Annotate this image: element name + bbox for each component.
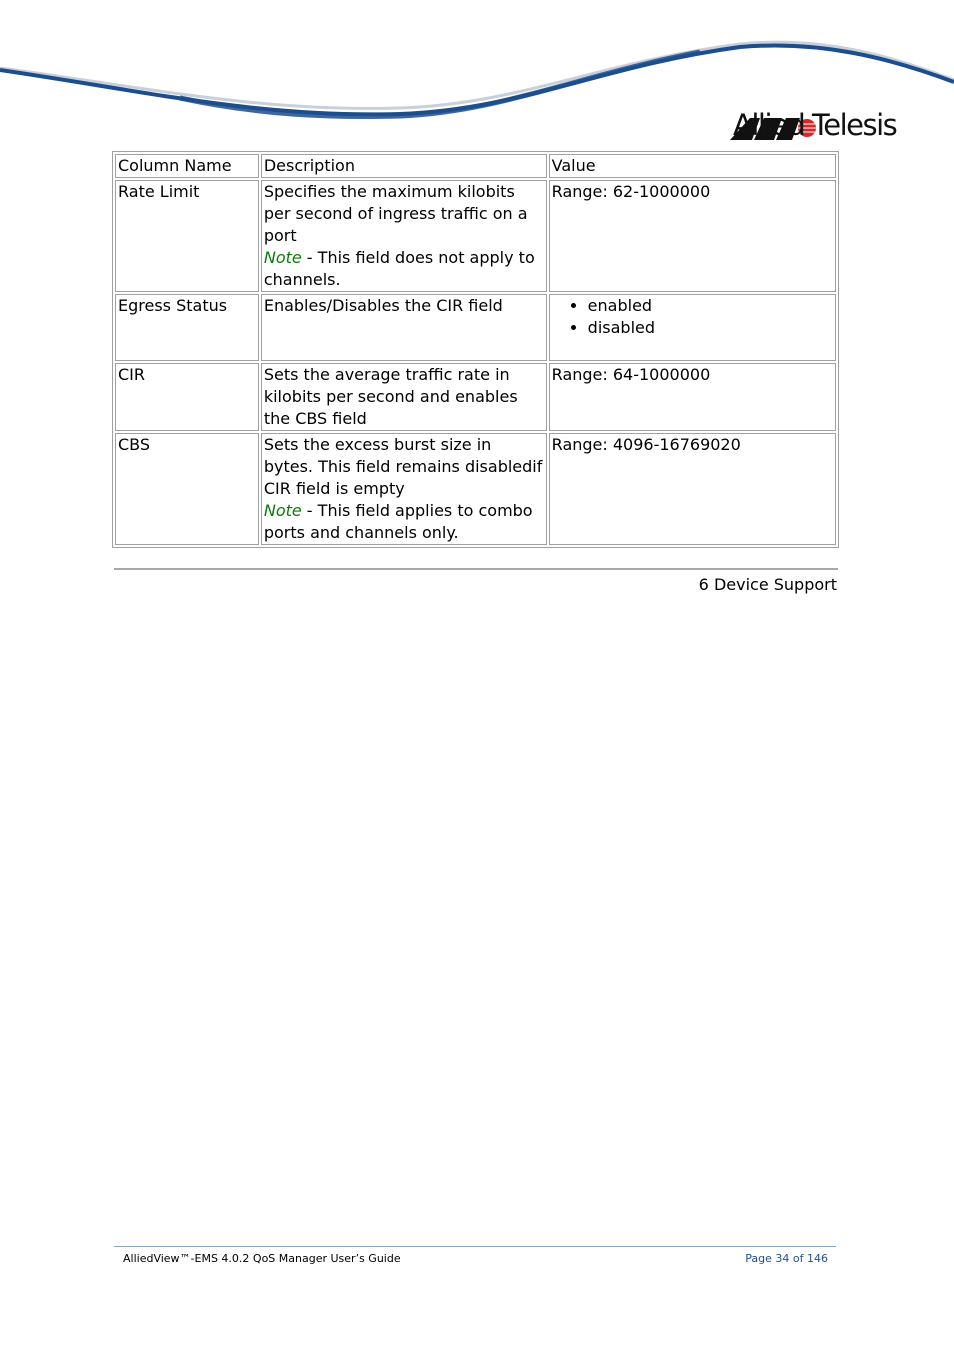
column-header-name: Column Name <box>115 154 259 178</box>
row-description: Specifies the maximum kilobits per second of ingress traffic on a port Note - This field does not apply to channels. <box>261 180 547 292</box>
note-text: - This field applies to combo ports and channels only. <box>263 501 533 542</box>
footer-page-number: Page 34 of 146 <box>745 1252 828 1265</box>
table-row <box>115 363 836 431</box>
table-row <box>115 294 836 361</box>
row-name: CIR <box>115 363 259 431</box>
table-row <box>115 180 836 292</box>
table-header-row <box>115 154 836 178</box>
note-text: - This field does not apply to channels. <box>263 248 535 289</box>
note-label: Note <box>263 501 302 520</box>
list-item: • enabled <box>588 295 833 317</box>
column-header-value: Value <box>549 154 836 178</box>
table-row <box>115 433 836 545</box>
note-label: Note <box>263 248 302 267</box>
row-value: Range: 4096-16769020 <box>549 433 836 545</box>
row-name: Rate Limit <box>115 180 259 292</box>
row-value: Range: 62-1000000 <box>549 180 836 292</box>
list-item: • disabled <box>588 317 833 339</box>
row-name: Egress Status <box>115 294 259 361</box>
row-value <box>549 294 836 361</box>
column-header-description: Description <box>261 154 547 178</box>
row-description: Sets the excess burst size in bytes. This field remains disabledif CIR field is empty Note - This field applies to combo ports and channels only. <box>261 433 547 545</box>
row-description: Enables/Disables the CIR field <box>261 294 547 361</box>
section-label: 6 Device Support <box>698 575 837 594</box>
row-description: Sets the average traffic rate in kilobits per second and enables the CBS field <box>261 363 547 431</box>
logo-wordmark: Allied Telesis <box>733 108 897 142</box>
footer-doc-title: AlliedView™-EMS 4.0.2 QoS Manager User’s Guide <box>123 1252 401 1265</box>
section-divider <box>114 568 838 570</box>
footer-divider <box>114 1246 836 1247</box>
fields-table <box>112 151 839 548</box>
value-list <box>552 295 833 339</box>
row-name: CBS <box>115 433 259 545</box>
row-value: Range: 64-1000000 <box>549 363 836 431</box>
